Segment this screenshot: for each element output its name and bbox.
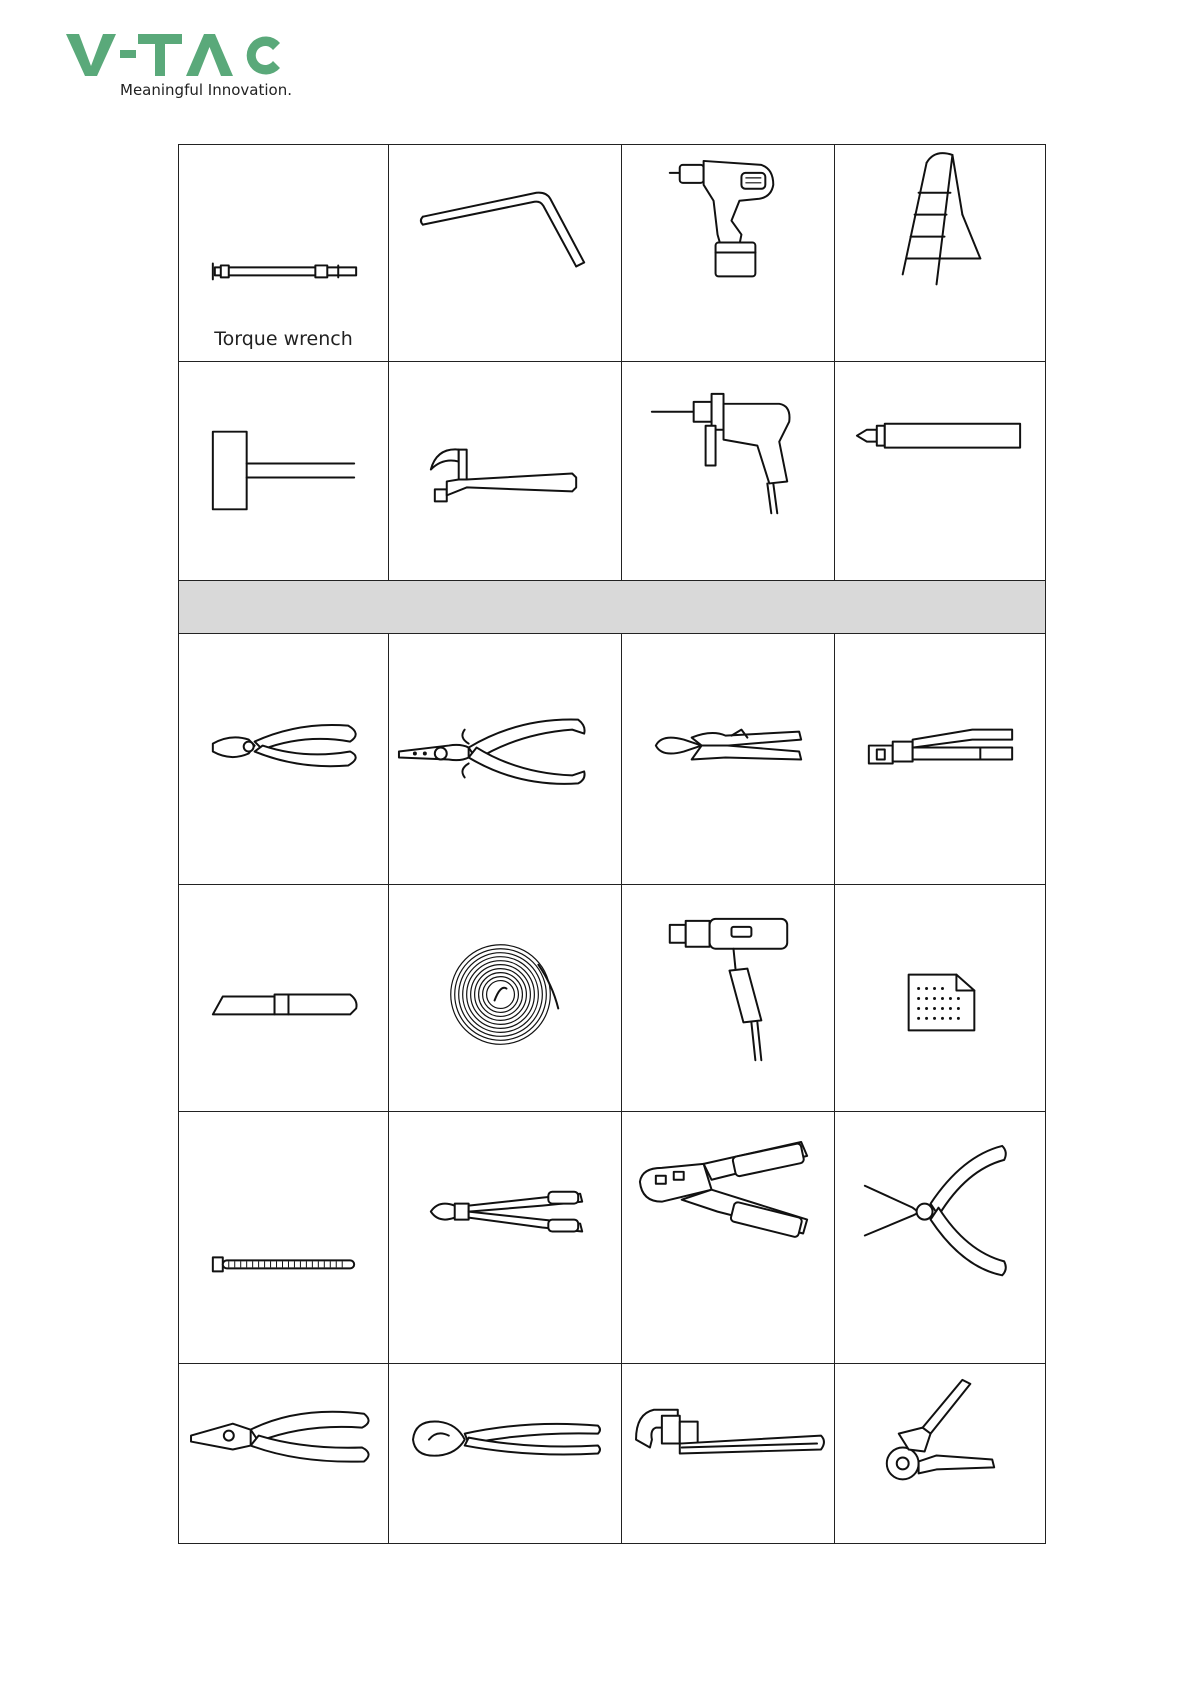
cable-cutter-icon [389,1364,621,1543]
table-row [179,885,1046,1112]
cable-tie-icon [179,1112,388,1363]
tool-cell-torque-wrench [179,145,389,362]
table-row [179,1112,1046,1364]
dust-mask-icon [835,885,1045,1111]
tool-cell-heat-gun [622,885,835,1112]
tool-cell-bolt-cutter [389,1112,622,1364]
tool-cell-wire-stripper [389,634,622,885]
tool-cell-cable-tie [179,1112,389,1364]
step-ladder-icon [835,145,1045,361]
tool-cell-diagonal-cutter [179,634,389,885]
cable-coil-icon [389,885,621,1111]
table-row [179,145,1046,362]
table-row [179,634,1046,885]
hydraulic-crimper-icon [835,634,1045,884]
diagonal-cutter-icon [179,634,388,884]
tool-cell-marker-pen [835,362,1046,581]
tool-cell-needle-nose-pliers [835,1112,1046,1364]
tool-cell-impact-drill [622,362,835,581]
cordless-drill-icon [622,145,834,361]
marker-pen-icon [835,362,1045,580]
tool-cell-cable-cutter [389,1364,622,1544]
table-row [179,362,1046,581]
tool-cell-dust-mask [835,885,1046,1112]
tool-cell-ferrule-crimper [835,1364,1046,1544]
section-header [179,581,1046,634]
rj45-crimper-icon [622,1112,834,1363]
rubber-mallet-icon [179,362,388,580]
tool-cell-pipe-wrench [622,1364,835,1544]
tool-cell-hex-key [389,145,622,362]
tool-cell-crimping-pliers [622,634,835,885]
table-row [179,1364,1046,1544]
tool-cell-claw-hammer [389,362,622,581]
combination-pliers-icon [179,1364,388,1543]
hex-key-icon [389,145,621,361]
impact-drill-icon [622,362,834,580]
tool-cell-combination-pliers [179,1364,389,1544]
heat-gun-icon [622,885,834,1111]
claw-hammer-icon [389,362,621,580]
tool-cell-cable-coil [389,885,622,1112]
pipe-wrench-icon [622,1364,834,1543]
needle-nose-pliers-icon [835,1112,1045,1363]
bolt-cutter-icon [389,1112,621,1363]
tools-table [178,144,1046,1544]
tool-cell-rubber-mallet [179,362,389,581]
tool-cell-rj45-crimper [622,1112,835,1364]
utility-knife-icon [179,885,388,1111]
tool-label: Torque wrench [214,328,353,350]
tool-cell-cordless-drill [622,145,835,362]
tool-cell-hydraulic-crimper [835,634,1046,885]
brand-tagline: Meaningful Innovation. [120,81,292,99]
ferrule-crimper-icon [835,1364,1045,1543]
tool-cell-step-ladder [835,145,1046,362]
wire-stripper-icon [389,634,621,884]
crimping-pliers-icon [622,634,834,884]
section-row [179,581,1046,634]
tool-cell-utility-knife [179,885,389,1112]
